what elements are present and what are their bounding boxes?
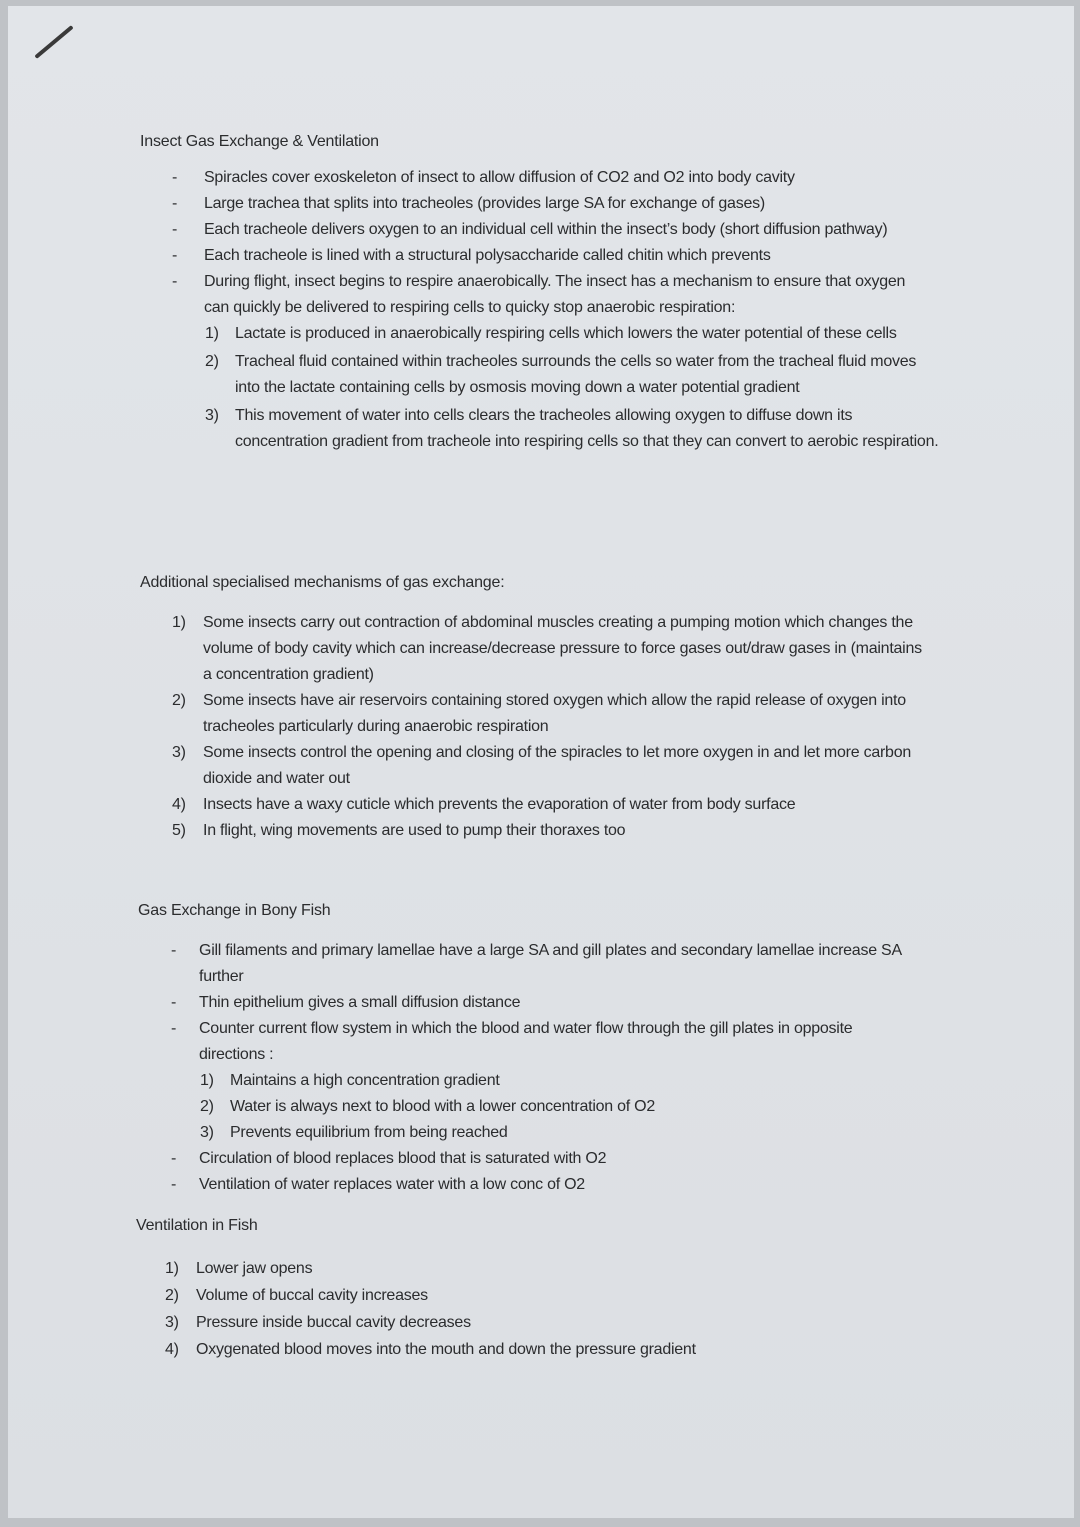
numbered-item: 1) Lower jaw opens bbox=[165, 1260, 313, 1277]
numbered-item: 1) Lactate is produced in anaerobically respiring cells which lowers the water potential of these cells bbox=[205, 325, 897, 342]
fish-section bbox=[171, 938, 919, 1198]
numbered-item: 5) In flight, wing movements are used to pump their thoraxes too bbox=[172, 822, 626, 839]
list-item: - Each tracheole delivers oxygen to an individual cell within the insect’s body (short diffusion pathway) bbox=[204, 217, 934, 243]
numbered-item: 1) Maintains a high concentration gradient bbox=[200, 1072, 500, 1089]
bullet-dash: - bbox=[172, 273, 178, 290]
numbered-item: 2) Volume of buccal cavity increases bbox=[165, 1287, 428, 1304]
numbered-item: 3) Pressure inside buccal cavity decreases bbox=[165, 1314, 471, 1331]
section-title-fish: Gas Exchange in Bony Fish bbox=[138, 902, 331, 919]
numbered-item: 2) Tracheal fluid contained within tracheoles surrounds the cells so water from the tracheal fluid moves into the lactate containing cells by osmosis moving down a water potential gradient bbox=[205, 353, 917, 396]
ventilation-section bbox=[165, 1255, 916, 1363]
list-item: - Gill filaments and primary lamellae have a large SA and gill plates and secondary lamellae increase SA further bbox=[171, 942, 901, 985]
bullet-dash: - bbox=[172, 169, 178, 186]
numbered-item: 2) Water is always next to blood with a lower concentration of O2 bbox=[200, 1098, 656, 1115]
list-item: - Counter current flow system in which the blood and water flow through the gill plates in opposite directions : bbox=[171, 1020, 853, 1063]
section-title-insect: Insect Gas Exchange & Ventilation bbox=[140, 133, 379, 150]
numbered-item: 3) Some insects control the opening and closing of the spiracles to let more oxygen in and let more carbon dioxide and water out bbox=[172, 744, 911, 787]
bullet-dash: - bbox=[172, 247, 178, 264]
list-item: - During flight, insect begins to respire anaerobically. The insect has a mechanism to ensure that oxygen can quickly be delivered to respiring cells to quicky stop anaerobic respiration: bbox=[204, 269, 934, 321]
list-item: - Thin epithelium gives a small diffusion distance bbox=[171, 994, 521, 1011]
list-item: - Ventilation of water replaces water with a low conc of O2 bbox=[171, 1176, 585, 1193]
numbered-item: 4) Insects have a waxy cuticle which prevents the evaporation of water from body surface bbox=[172, 796, 796, 813]
bullet-dash: - bbox=[172, 195, 178, 212]
list-item: - Spiracles cover exoskeleton of insect to allow diffusion of CO2 and O2 into body cavity bbox=[204, 165, 934, 191]
additional-section bbox=[172, 610, 933, 844]
numbered-item: 3) Prevents equilibrium from being reached bbox=[200, 1124, 508, 1141]
list-item: - Each tracheole is lined with a structural polysaccharide called chitin which prevents bbox=[204, 243, 934, 269]
bullet-dash: - bbox=[172, 221, 178, 238]
numbered-item: 3) This movement of water into cells clears the tracheoles allowing oxygen to diffuse down its concentration gradient from tracheole into respiring cells so that they can convert to aerobic respiration. bbox=[205, 407, 939, 450]
section-title-additional: Additional specialised mechanisms of gas exchange: bbox=[140, 574, 505, 591]
numbered-item: 2) Some insects have air reservoirs containing stored oxygen which allow the rapid release of oxygen into tracheoles particularly during anaerobic respiration bbox=[172, 692, 906, 735]
insect-section bbox=[172, 165, 939, 455]
section-title-ventilation: Ventilation in Fish bbox=[136, 1217, 258, 1234]
numbered-item: 1) Some insects carry out contraction of abdominal muscles creating a pumping motion which changes the volume of body cavity which can increase/decrease pressure to force gases out/draw gases in (maintains a concentration gradient) bbox=[172, 614, 922, 683]
list-item: - Circulation of blood replaces blood that is saturated with O2 bbox=[171, 1150, 607, 1167]
list-item: - Large trachea that splits into tracheoles (provides large SA for exchange of gases) bbox=[204, 191, 934, 217]
numbered-item: 4) Oxygenated blood moves into the mouth and down the pressure gradient bbox=[165, 1341, 696, 1358]
